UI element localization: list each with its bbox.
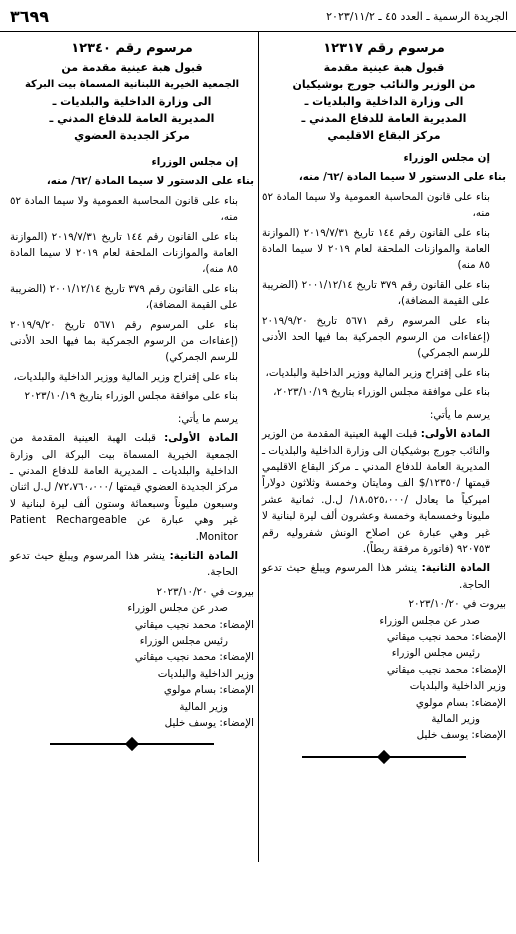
preamble-paragraph: بناء على إقتراح وزير المالية ووزير الداخلية والبلديات، <box>265 366 490 379</box>
ornament-diamond <box>377 750 391 764</box>
signature-line: وزير المالية <box>179 700 228 713</box>
signature-line: وزير المالية <box>431 713 480 725</box>
preamble-paragraph: بناء على القانون رقم ١٤٤ تاريخ ٢٠١٩/٧/٣١ (الموازنة العامة والموازنات الملحقة لعام ٢٠١٩ لا سيما المادة ٨٥ منه) <box>262 226 490 272</box>
decree-subtitle-line: قبول هبة عينية مقدمة <box>323 61 445 74</box>
signature-line: الإمضاء: يوسف خليل <box>416 729 506 742</box>
preamble-paragraph: بناء على إقتراح وزير المالية ووزير الداخلية والبلديات، <box>13 370 238 383</box>
signature-line: الإمضاء: محمد نجيب ميقاتي <box>386 630 506 643</box>
decrees-following: يرسم ما يأتي: <box>177 412 238 425</box>
article-two <box>262 560 506 593</box>
end-of-decree-ornament <box>10 739 254 749</box>
signature-line: الإمضاء: محمد نجيب ميقاتي <box>386 663 506 676</box>
council-intro: إن مجلس الوزراء <box>403 152 490 164</box>
decree-subtitle-line: قبول هبة عينية مقدمة من <box>61 61 203 74</box>
signature-line: وزير الداخلية والبلديات <box>157 667 254 680</box>
preamble-constitution: بناء على الدستور لا سيما المادة /٦٢/ منه، <box>298 171 506 184</box>
article-label: المادة الثانية: <box>169 549 239 562</box>
decree-subtitle-line: الى وزارة الداخلية والبلديات ـ <box>304 95 464 108</box>
signature-line: رئيس مجلس الوزراء <box>139 634 228 647</box>
decree-subtitle-line: الجمعية الخيرية اللبنانية المسماة بيت البركة <box>24 79 240 90</box>
signature-line: الإمضاء: محمد نجيب ميقاتي <box>134 618 254 631</box>
article-text: ينشر هذا المرسوم ويبلغ حيث تدعو الحاجة. <box>262 562 490 591</box>
column-divider <box>258 32 259 862</box>
decree-title: مرسوم رقم ١٢٣١٧ <box>323 41 445 56</box>
article-text: قبلت الهبة العينية المقدمة من الجمعية الخيرية المسماة بيت البركة الى وزارة الداخلية والبلديات ـ المديرية العامة للدفاع المدني ـ مركز الجديدة العضوي قيمتها /٧٢،٧٦٠،٠٠٠/ ل.ل اثنان وسبعون مليوناً وسبعمائة وستون ألف ليرة لبنانية لا غير وهي عبارة عن Patient Rechargeable Monitor. <box>10 432 238 543</box>
signature-line: الإمضاء: محمد نجيب ميقاتي <box>134 651 254 664</box>
preamble-paragraph: بناء على القانون رقم ٣٧٩ تاريخ ٢٠٠١/١٢/١٤ (الضريبة على القيمة المضافة)، <box>10 282 238 312</box>
preamble-paragraph: بناء على موافقة مجلس الوزراء بتاريخ ٢٠٢٣/١٠/١٩، <box>273 386 490 399</box>
preamble-paragraph: بناء على موافقة مجلس الوزراء بتاريخ ٢٠٢٣/١٠/١٩ <box>24 390 238 403</box>
preamble-paragraph: بناء على قانون المحاسبة العمومية ولا سيما المادة ٥٢ منه، <box>262 190 490 220</box>
preamble-paragraph: بناء على المرسوم رقم ٥٦٧١ تاريخ ٢٠١٩/٩/٢٠ (إعفاءات من الرسوم الجمركية بما فيها الحد الأدنى للرسم الجمركي) <box>10 318 238 364</box>
preamble-paragraph: بناء على قانون المحاسبة العمومية ولا سيما المادة ٥٢ منه، <box>10 194 238 224</box>
article-label: المادة الأولى: <box>164 432 238 445</box>
end-of-decree-ornament <box>262 752 506 762</box>
decrees-following: يرسم ما يأتي: <box>429 408 490 421</box>
decree-subtitle-line: المديرية العامة للدفاع المدني ـ <box>49 112 215 125</box>
decree-subtitle-line: المديرية العامة للدفاع المدني ـ <box>301 112 467 125</box>
preamble-paragraph: بناء على القانون رقم ١٤٤ تاريخ ٢٠١٩/٧/٣١ (الموازنة العامة والموازنات الملحقة لعام ٢٠١٩ لا سيما المادة ٨٥ منه)، <box>10 230 238 276</box>
article-two <box>10 548 254 581</box>
gazette-title: الجريدة الرسمية ـ العدد ٤٥ ـ ٢٠٢٣/١١/٢ <box>326 10 508 23</box>
preamble-paragraph: بناء على القانون رقم ٣٧٩ تاريخ ٢٠٠١/١٢/١٤ (الضريبة على القيمة المضافة)، <box>262 278 490 308</box>
signature-line: الإمضاء: يوسف خليل <box>164 717 254 729</box>
decree-subtitle-line: الى وزارة الداخلية والبلديات ـ <box>52 95 212 108</box>
council-intro: إن مجلس الوزراء <box>151 156 238 168</box>
decree-subtitle-line: مركز البقاع الاقليمي <box>327 129 441 142</box>
preamble-constitution: بناء على الدستور لا سيما المادة /٦٢/ منه، <box>46 175 254 188</box>
signature-line: الإمضاء: بسام مولوي <box>163 684 254 697</box>
signature-line: وزير الداخلية والبلديات <box>409 680 506 693</box>
decree-title: مرسوم رقم ١٢٣٤٠ <box>71 41 193 56</box>
decree-subtitle-line: من الوزير والنائب جورج بوشيكيان <box>292 78 476 91</box>
page-header <box>0 4 516 32</box>
preamble-paragraph: بناء على المرسوم رقم ٥٦٧١ تاريخ ٢٠١٩/٩/٢٠ (إعفاءات من الرسوم الجمركية بما فيها الحد الأدنى للرسم الجمركي) <box>262 314 490 360</box>
article-label: المادة الأولى: <box>420 428 490 441</box>
ornament-diamond <box>125 737 139 751</box>
article-text: ينشر هذا المرسوم ويبلغ حيث تدعو الحاجة. <box>10 549 238 579</box>
article-label: المادة الثانية: <box>421 562 491 575</box>
article-text: قبلت الهبة العينية المقدمة من الوزير والنائب جورج بوشيكيان الى وزارة الداخلية والبلديات ـ المديرية العامة للدفاع المدني ـ مركز البقاع الاقليمي قيمتها /١٢٣٥٠/$ الف ومايتان وخمسة وثلاثون دولاراً اميركياً ما يعادل /١٨،٥٢٥،٠٠٠/ ل.ل. ثمانية عشر مليونا وخمسماية وخمسة وعشرون ألف ليرة لبنانية لا غير وهي عبارة عن اصلاح الونش شفروليه رقم ٩٢٠٧٥٣ (فاتورة مرفقة ربطاً). <box>262 428 490 555</box>
decree-12340 <box>10 36 254 749</box>
decree-12317 <box>262 36 506 762</box>
signature-line: صدر عن مجلس الوزراء <box>379 614 480 627</box>
issue-date: بيروت في ٢٠٢٣/١٠/٢٠ <box>408 598 506 611</box>
article-one <box>262 426 506 557</box>
decree-subtitle-line: مركز الجديدة العضوي <box>74 129 190 142</box>
article-one <box>10 430 254 545</box>
signature-line: رئيس مجلس الوزراء <box>391 647 480 660</box>
signature-line: صدر عن مجلس الوزراء <box>127 602 228 615</box>
issue-date: بيروت في ٢٠٢٣/١٠/٢٠ <box>156 585 254 598</box>
signature-line: الإمضاء: بسام مولوي <box>415 696 506 709</box>
page-number: ٣٦٩٩ <box>10 7 50 26</box>
